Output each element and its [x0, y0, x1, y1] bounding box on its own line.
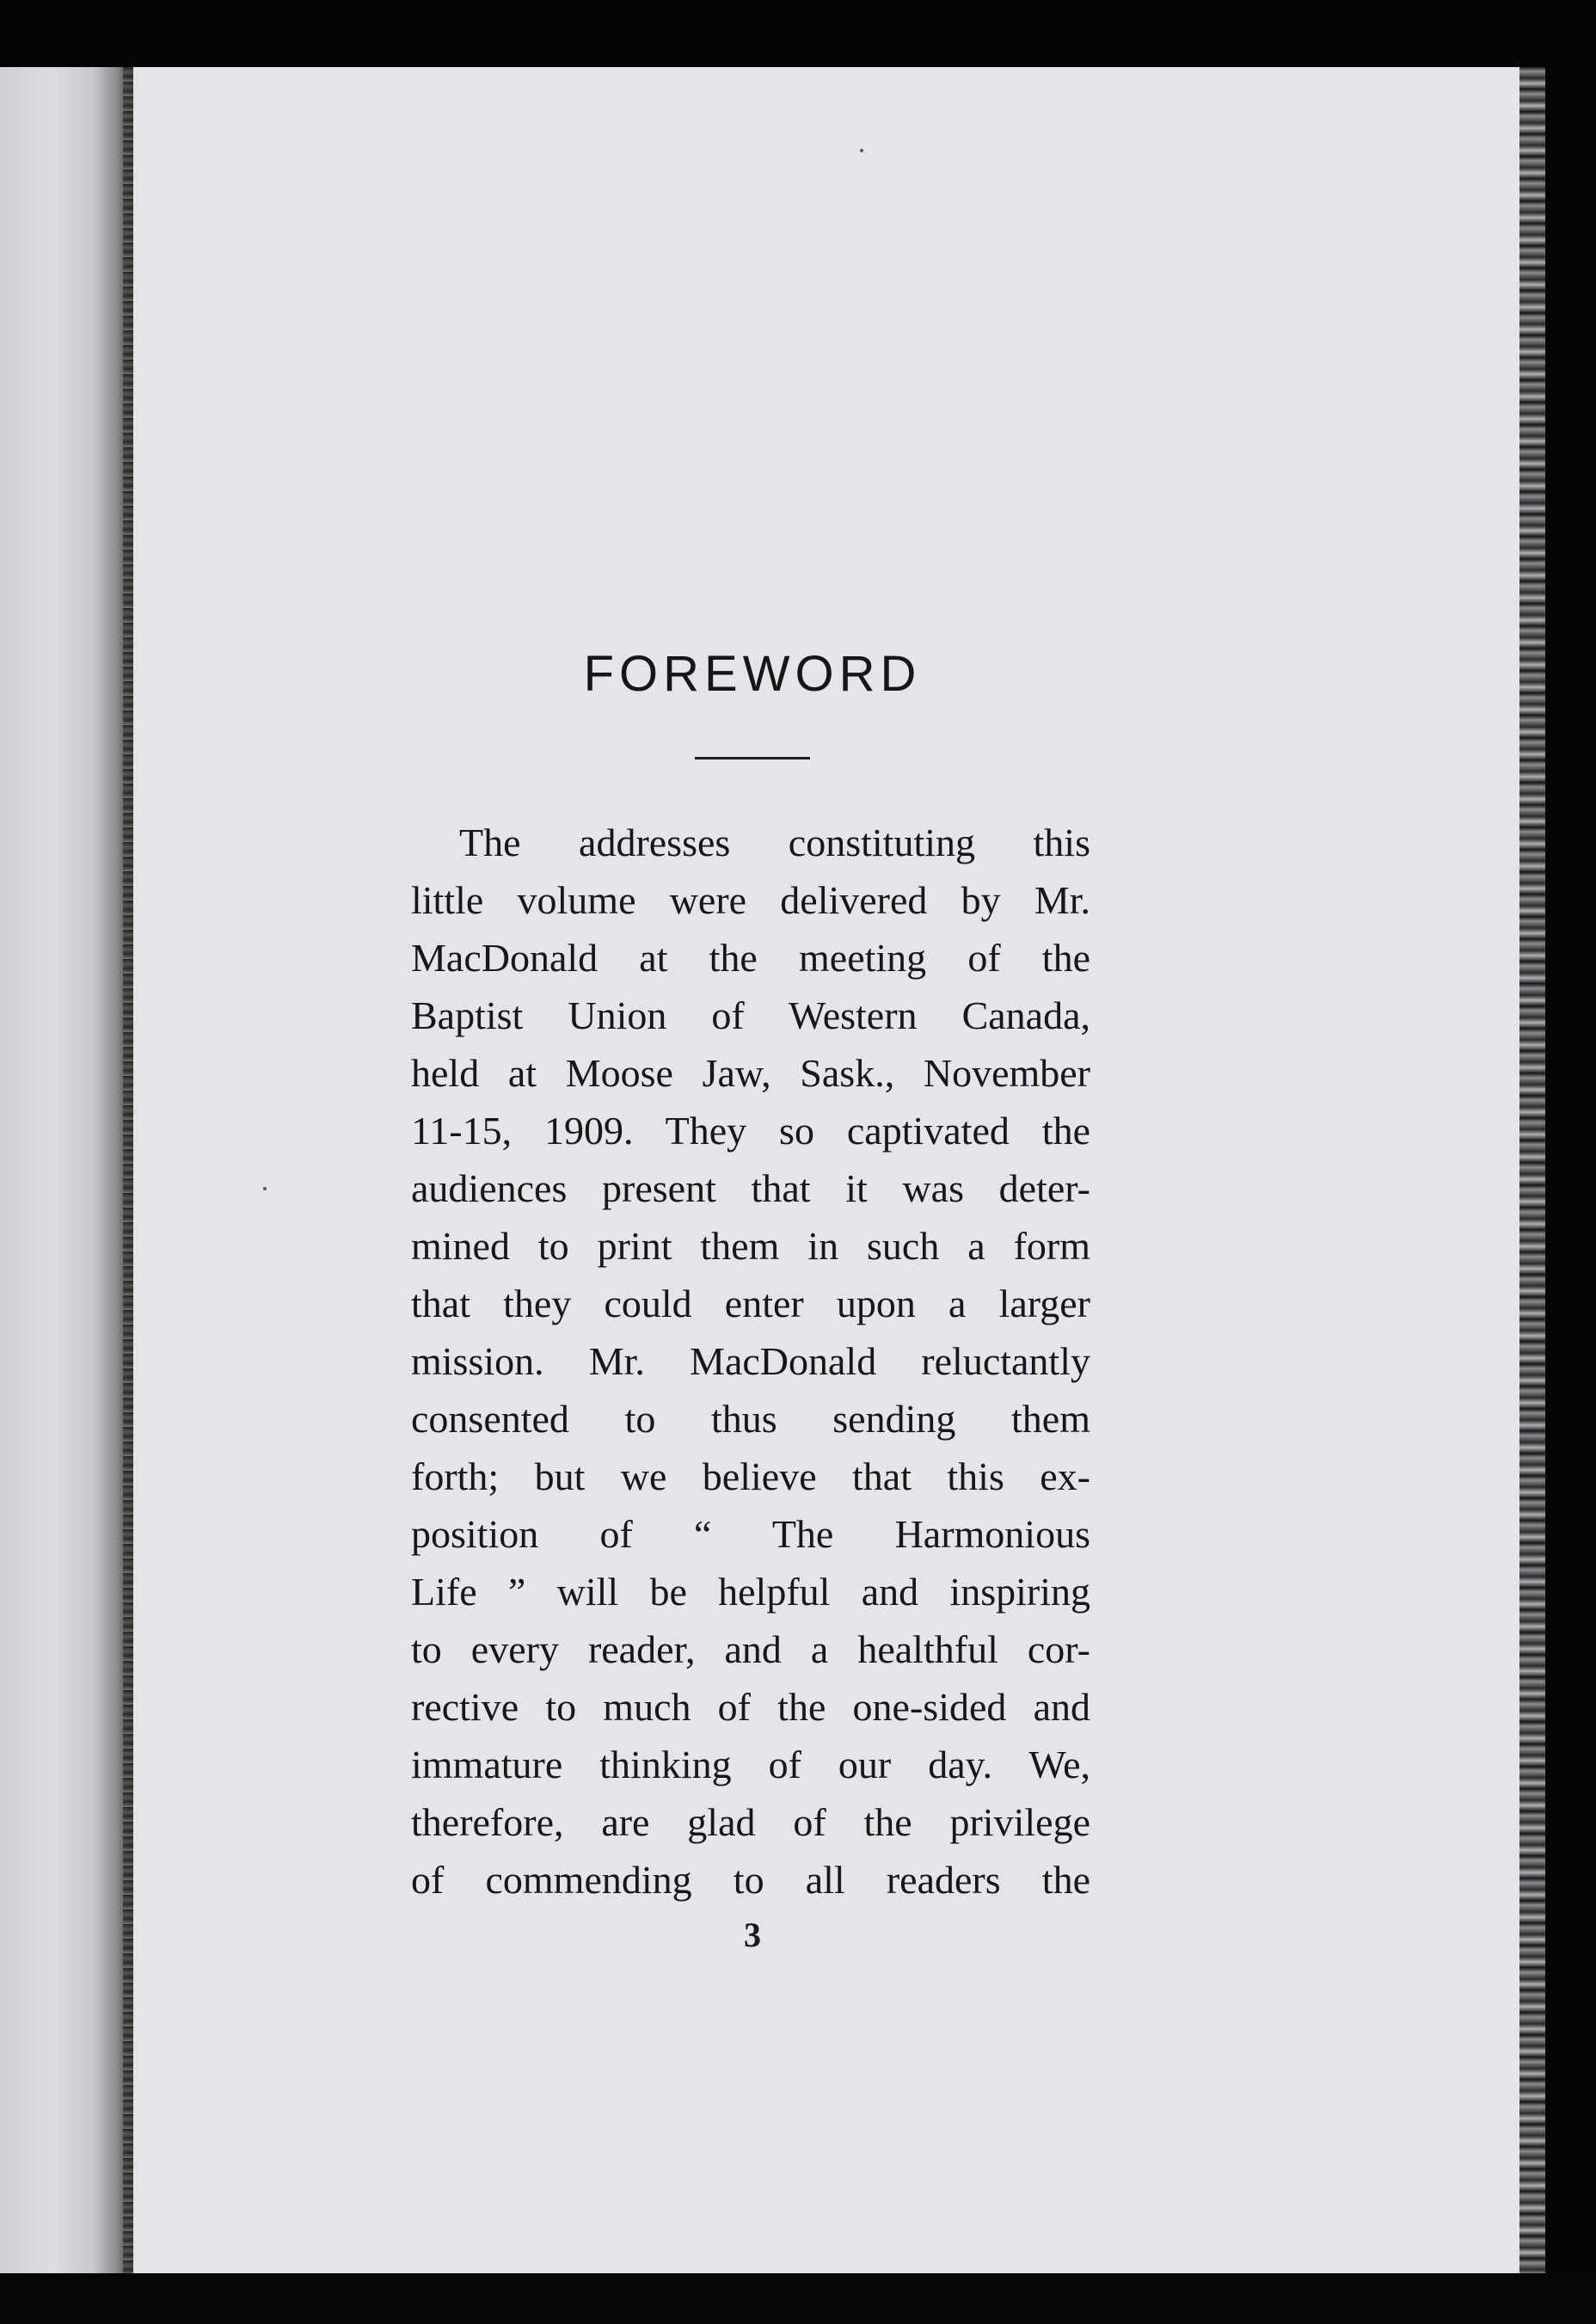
text-line: The addresses constituting this: [459, 821, 1090, 864]
text-line: Life ” will be helpful and inspiring: [411, 1570, 1090, 1614]
text-line: mission. Mr. MacDonald reluctantly: [411, 1339, 1090, 1383]
title-divider: [695, 757, 810, 759]
book-page: [133, 67, 1528, 2273]
text-line: of commending to all readers the: [411, 1858, 1090, 1902]
left-page-edge: [0, 67, 133, 2273]
text-line: mined to print them in such a form: [411, 1224, 1090, 1268]
text-line: audiences present that it was deter-: [411, 1166, 1090, 1210]
dust-speck: [860, 149, 863, 152]
text-line: to every reader, and a healthful cor-: [411, 1627, 1090, 1671]
text-line: MacDonald at the meeting of the: [411, 936, 1090, 980]
right-page-edge: [1519, 67, 1545, 2273]
text-line: that they could enter upon a larger: [411, 1282, 1090, 1325]
text-line: 11-15, 1909. They so captivated the: [411, 1109, 1090, 1153]
text-line: consented to thus sending them: [411, 1397, 1090, 1441]
text-line: forth; but we believe that this ex-: [411, 1454, 1090, 1498]
text-line: therefore, are glad of the privilege: [411, 1800, 1090, 1844]
text-line: position of “ The Harmonious: [411, 1512, 1090, 1556]
page-number: 3: [744, 1915, 761, 1954]
text-line: rective to much of the one-sided and: [411, 1685, 1090, 1729]
foreword-body: [411, 814, 1090, 1909]
dust-speck: [263, 1187, 267, 1190]
text-line: Baptist Union of Western Canada,: [411, 993, 1090, 1037]
text-line: immature thinking of our day. We,: [411, 1743, 1090, 1786]
page-title: FOREWORD: [583, 646, 922, 702]
text-line: held at Moose Jaw, Sask., November: [411, 1051, 1090, 1095]
scan-bottom-border: [0, 2273, 1596, 2324]
text-line: little volume were delivered by Mr.: [411, 878, 1090, 922]
